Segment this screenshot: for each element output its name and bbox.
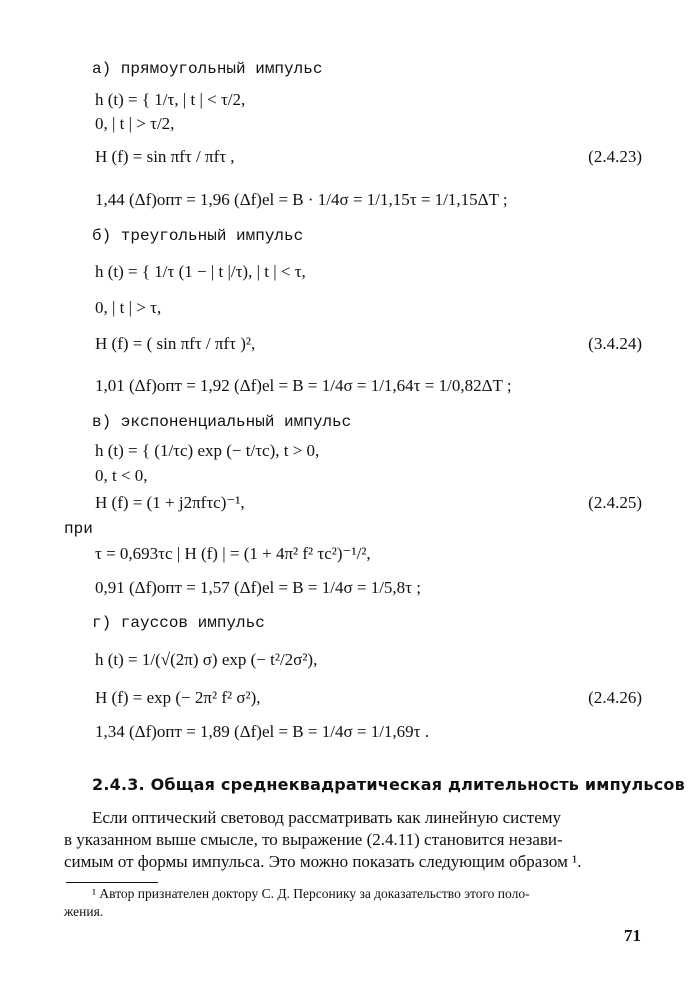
word-pri: при xyxy=(64,520,93,538)
section-a-eq-3: H (f) = sin πfτ / πfτ , xyxy=(95,147,235,166)
section-b-eq-1: h (t) = { 1/τ (1 − | t |/τ), | t | < τ, xyxy=(95,262,306,281)
section-b-label: б) треугольный импульс xyxy=(92,227,304,245)
section-c-extra-2: 0,91 (Δf)опт = 1,57 (Δf)el = B = 1/4σ = 1/5,8τ ; xyxy=(95,578,421,597)
section-d-eq-1: h (t) = 1/(√(2π) σ) exp (− t²/2σ²), xyxy=(95,650,318,669)
section-b-eq-2: 0, | t | > τ, xyxy=(95,298,162,317)
footnote-line-2: жения. xyxy=(64,904,104,919)
paragraph-line-1: Если оптический световод рассматривать как линейную систему xyxy=(92,808,562,827)
section-c-extra-1: τ = 0,693τc | H (f) | = (1 + 4π² f² τc²)⁻¹/², xyxy=(95,544,371,563)
section-a-eq-2: 0, | t | > τ/2, xyxy=(95,114,175,133)
section-c-eq-2: 0, t < 0, xyxy=(95,466,148,485)
section-c-label: в) экспоненциальный импульс xyxy=(92,413,352,431)
footnote-line-1: ¹ Автор признателен доктору С. Д. Персонику за доказательство этого поло- xyxy=(92,886,530,901)
section-d-eq-2: H (f) = exp (− 2π² f² σ²), xyxy=(95,688,261,707)
eq-number-3-4-24: (3.4.24) xyxy=(588,334,642,353)
section-c-eq-1: h (t) = { (1/τc) exp (− t/τc), t > 0, xyxy=(95,441,320,460)
paragraph-line-2: в указанном выше смысле, то выражение (2.4.11) становится незави- xyxy=(64,830,563,849)
section-b-eq-3: H (f) = ( sin πfτ / πfτ )², xyxy=(95,334,256,353)
section-d-label: г) гауссов импульс xyxy=(92,614,265,632)
section-c-eq-3: H (f) = (1 + j2πfτc)⁻¹, xyxy=(95,493,245,512)
section-a-label: а) прямоугольный импульс xyxy=(92,60,323,78)
footnote-rule xyxy=(66,882,158,883)
section-heading: 2.4.3. Общая среднеквадратическая длительность импульсов xyxy=(92,775,685,794)
eq-number-2-4-25: (2.4.25) xyxy=(588,493,642,512)
page-number: 71 xyxy=(624,926,641,945)
section-a-eq-4: 1,44 (Δf)опт = 1,96 (Δf)el = B · 1/4σ = 1/1,15τ = 1/1,15ΔT ; xyxy=(95,190,508,209)
paragraph-line-3: симым от формы импульса. Это можно показать следующим образом ¹. xyxy=(64,852,582,871)
eq-number-2-4-23: (2.4.23) xyxy=(588,147,642,166)
eq-number-2-4-26: (2.4.26) xyxy=(588,688,642,707)
section-a-eq-1: h (t) = { 1/τ, | t | < τ/2, xyxy=(95,90,246,109)
section-b-eq-4: 1,01 (Δf)опт = 1,92 (Δf)el = B = 1/4σ = 1/1,64τ = 1/0,82ΔT ; xyxy=(95,376,512,395)
section-d-eq-3: 1,34 (Δf)опт = 1,89 (Δf)el = B = 1/4σ = 1/1,69τ . xyxy=(95,722,430,741)
